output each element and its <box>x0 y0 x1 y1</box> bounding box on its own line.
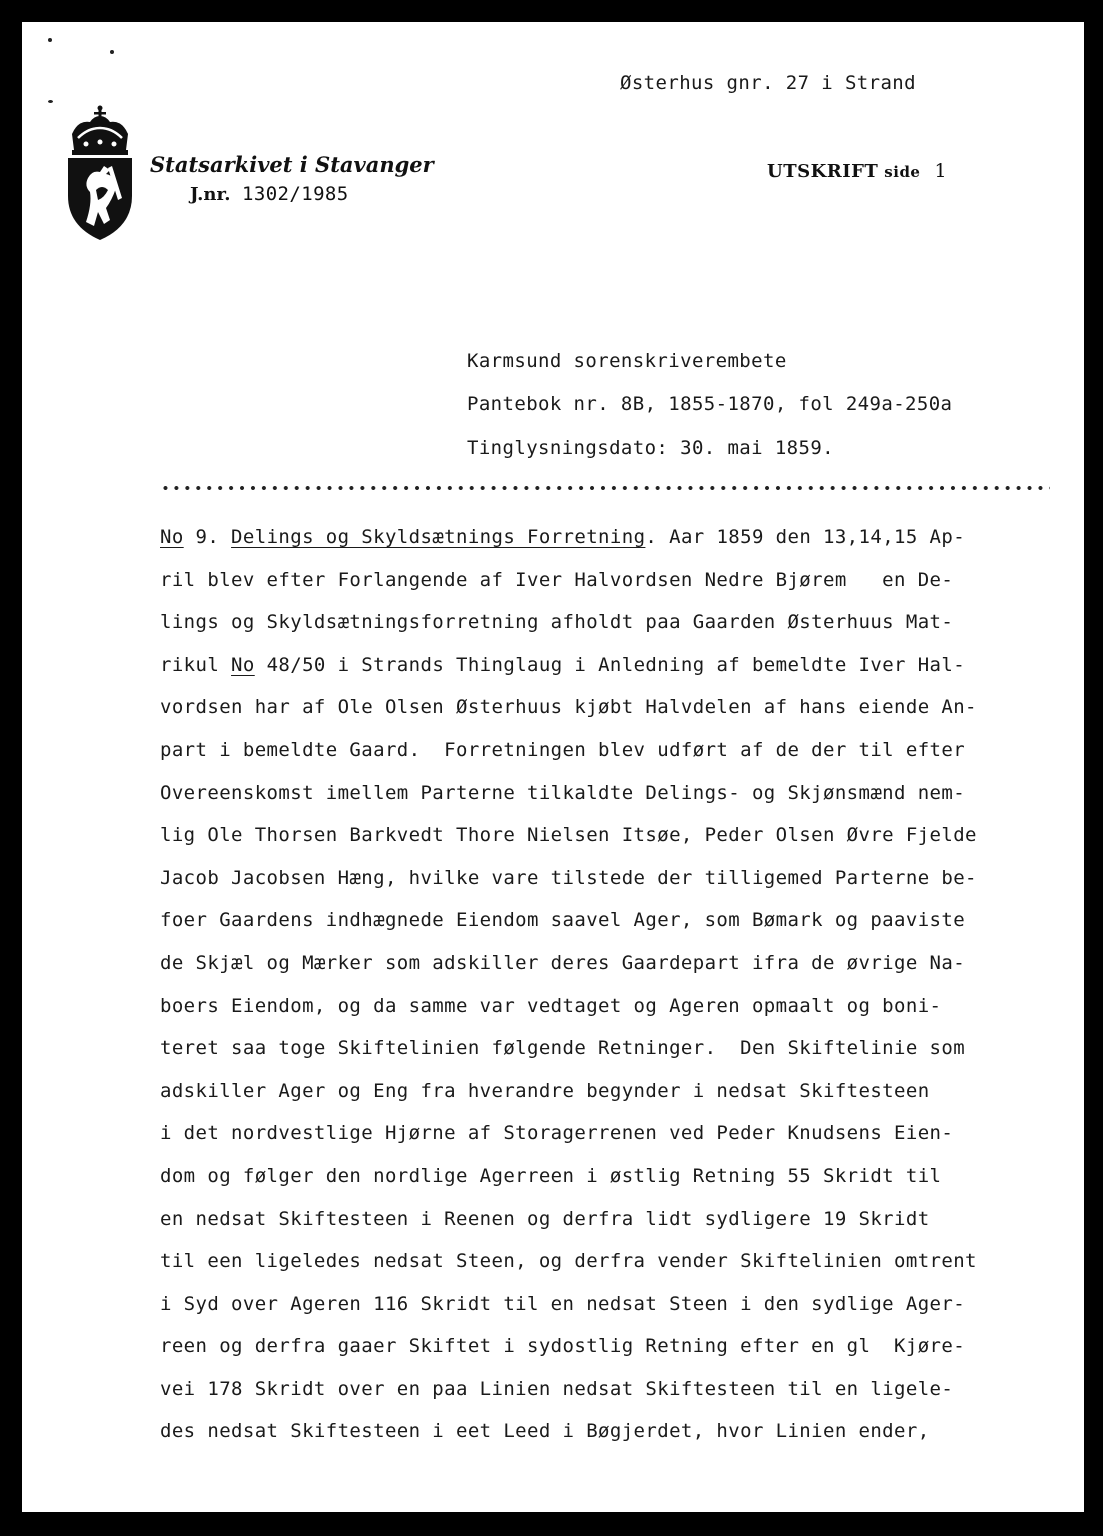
text-line: lings og Skyldsætningsforretning afholdt paa Gaarden Østerhuus Mat- <box>160 611 954 634</box>
journal-number <box>190 183 349 205</box>
archive-name: Statsarkivet i Stavanger <box>150 152 434 177</box>
line-suffix: 48/50 i Strands Thinglaug i Anledning af bemeldte Iver Hal- <box>254 653 966 676</box>
text-line: en nedsat Skiftesteen i Reenen og derfra lidt sydligere 19 Skridt <box>160 1207 930 1230</box>
text-line: dom og følger den nordlige Agerreen i østlig Retning 55 Skridt til <box>160 1164 942 1187</box>
heading-number-label: No <box>160 526 184 548</box>
text-line: boers Eiendom, og da samme var vedtaget og Ageren opmaalt og boni- <box>160 994 942 1017</box>
registration-date: Tinglysningsdato: 30. mai 1859. <box>467 437 835 459</box>
journal-number-label: J.nr. <box>190 184 231 205</box>
transcript-label: UTSKRIFT <box>767 161 879 182</box>
text-line <box>160 644 1060 687</box>
heading-title: Delings og Skyldsætnings Forretning <box>231 526 646 548</box>
text-line: de Skjæl og Mærker som adskiller deres Gaardepart ifra de øvrige Na- <box>160 951 966 974</box>
text-line: til een ligeledes nedsat Steen, og derfra vender Skiftelinien omtrent <box>160 1250 977 1273</box>
text-line: Jacob Jacobsen Hæng, hvilke vare tilstede der tilligemed Parterne be- <box>160 866 977 889</box>
source-book: Pantebok nr. 8B, 1855-1870, fol 249a-250a <box>467 393 953 415</box>
transcript-body <box>160 516 1060 1453</box>
transcript-heading <box>767 160 947 182</box>
coat-of-arms-icon <box>64 104 136 242</box>
text-line: i Syd over Ageren 116 Skridt til en nedsat Steen i den sydlige Ager- <box>160 1292 966 1315</box>
journal-number-value: 1302/1985 <box>242 183 349 205</box>
source-office: Karmsund sorenskriverembete <box>467 350 787 372</box>
scan-speck <box>110 50 114 54</box>
text-line: Overeenskomst imellem Parterne tilkaldte Delings- og Skjønsmænd nem- <box>160 781 966 804</box>
text-line: ril blev efter Forlangende af Iver Halvordsen Nedre Bjørem en De- <box>160 568 954 591</box>
line-prefix: rikul <box>160 653 232 676</box>
text-line: adskiller Ager og Eng fra hverandre begynder i nedsat Skiftesteen <box>160 1079 930 1102</box>
document-page <box>22 22 1084 1512</box>
side-label: side <box>884 163 921 181</box>
text-line: des nedsat Skiftesteen i eet Leed i Bøgjerdet, hvor Linien ender, <box>160 1420 930 1443</box>
scan-speck <box>48 100 53 103</box>
text-line: reen og derfra gaaer Skiftet i sydostlig Retning efter en gl Kjøre- <box>160 1335 966 1358</box>
scan-speck <box>48 38 52 42</box>
text-line: vordsen har af Ole Olsen Østerhuus kjøbt Halvdelen af hans eiende An- <box>160 696 977 719</box>
heading-line <box>160 516 1060 559</box>
text-line: foer Gaardens indhægnede Eiendom saavel Ager, som Bømark og paaviste <box>160 909 966 932</box>
page-number: 1 <box>934 160 948 182</box>
text-line: lig Ole Thorsen Barkvedt Thore Nielsen Itsøe, Peder Olsen Øvre Fjelde <box>160 824 977 847</box>
property-reference: Østerhus gnr. 27 i Strand <box>620 72 916 94</box>
dotted-separator <box>160 485 1050 491</box>
heading-number: 9. <box>183 526 232 548</box>
matrikul-number-label: No <box>231 653 255 676</box>
text-line: teret saa toge Skiftelinien følgende Retninger. Den Skiftelinie som <box>160 1037 966 1060</box>
text-line: part i bemeldte Gaard. Forretningen blev udført af de der til efter <box>160 738 966 761</box>
text-line: vei 178 Skridt over en paa Linien nedsat Skiftesteen til en ligele- <box>160 1377 954 1400</box>
heading-rest: . Aar 1859 den 13,14,15 Ap- <box>645 526 966 548</box>
text-line: i det nordvestlige Hjørne af Storagerrenen ved Peder Knudsens Eien- <box>160 1122 954 1145</box>
